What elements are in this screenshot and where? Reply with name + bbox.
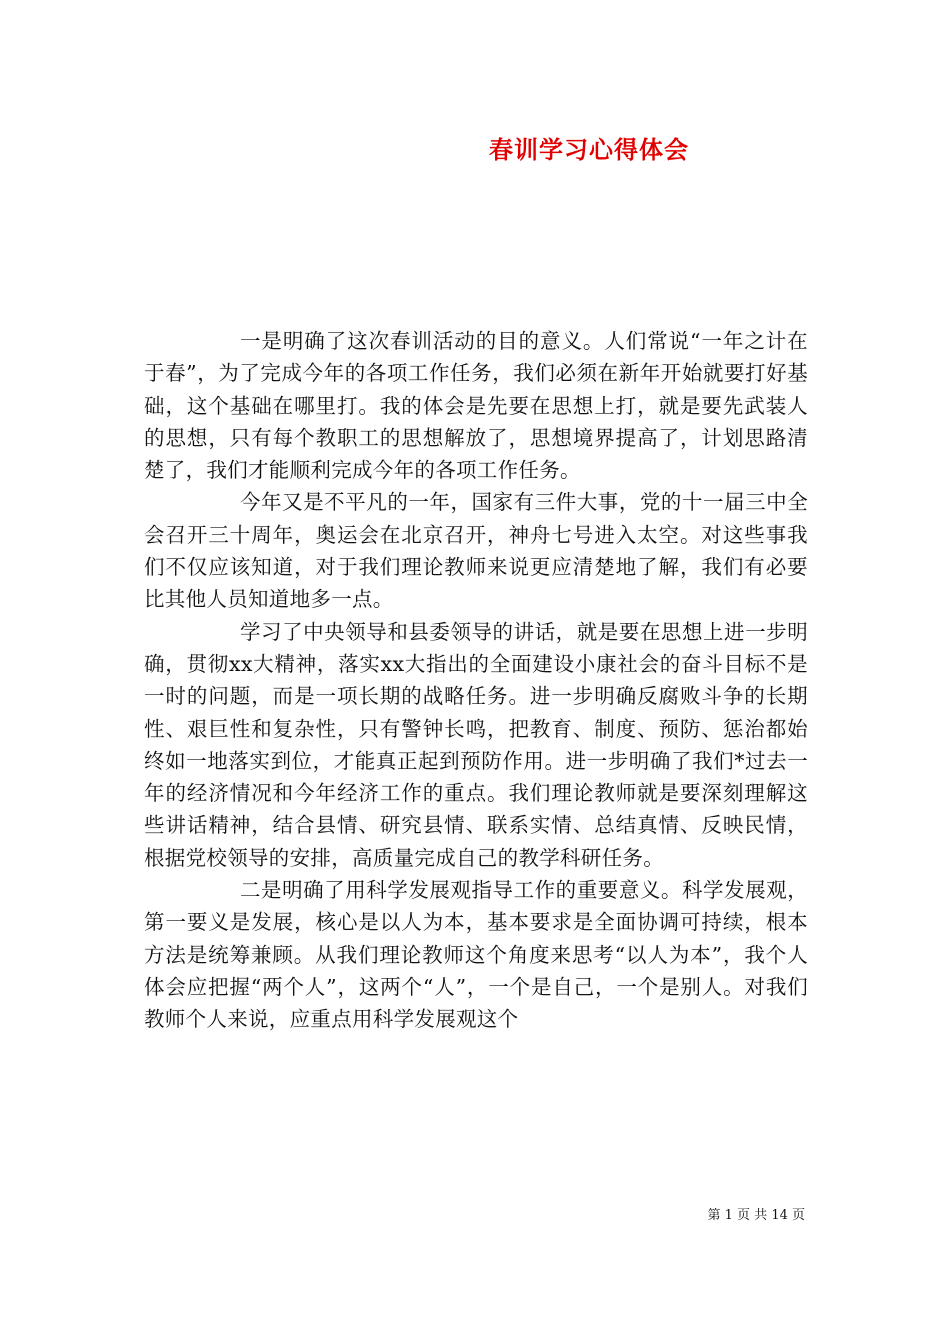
paragraph-4: 二是明确了用科学发展观指导工作的重要意义。科学发展观，第一要义是发展，核心是以人为本，基本要求是全面协调可持续，根本方法是统筹兼顾。从我们理论教师这个角度来思考“以人为本”，我个人体会应把握“两个人”，这两个“人”，一个是自己，一个是别人。对我们教师个人来说，应重点用科学发展观这个 (144, 878, 808, 1032)
paragraph-1: 一是明确了这次春训活动的目的意义。人们常说“一年之计在于春”，为了完成今年的各项工作任务，我们必须在新年开始就要打好基础，这个基础在哪里打。我的体会是先要在思想上打，就是要先武装人的思想，只有每个教职工的思想解放了，思想境界提高了，计划思路清楚了，我们才能顺利完成今年的各项工作任务。 (144, 329, 808, 483)
page-number-footer: 第 1 页 共 14 页 (707, 1208, 805, 1223)
paragraph-3: 学习了中央领导和县委领导的讲话，就是要在思想上进一步明确，贯彻xx大精神，落实xx大指出的全面建设小康社会的奋斗目标不是一时的问题，而是一项长期的战略任务。进一步明确反腐败斗争的长期性、艰巨性和复杂性，只有警钟长鸣，把教育、制度、预防、惩治都始终如一地落实到位，才能真正起到预防作用。进一步明确了我们*过去一年的经济情况和今年经济工作的重点。我们理论教师就是要深刻理解这些讲话精神，结合县情、研究县情、联系实情、总结真情、反映民情，根据党校领导的安排，高质量完成自己的教学科研任务。 (144, 619, 808, 870)
paragraph-2: 今年又是不平凡的一年，国家有三件大事，党的十一届三中全会召开三十周年，奥运会在北京召开，神舟七号进入太空。对这些事我们不仅应该知道，对于我们理论教师来说更应清楚地了解，我们有必要比其他人员知道地多一点。 (144, 490, 808, 612)
document-title: 春训学习心得体会 (489, 135, 689, 164)
document-body (144, 325, 808, 1036)
